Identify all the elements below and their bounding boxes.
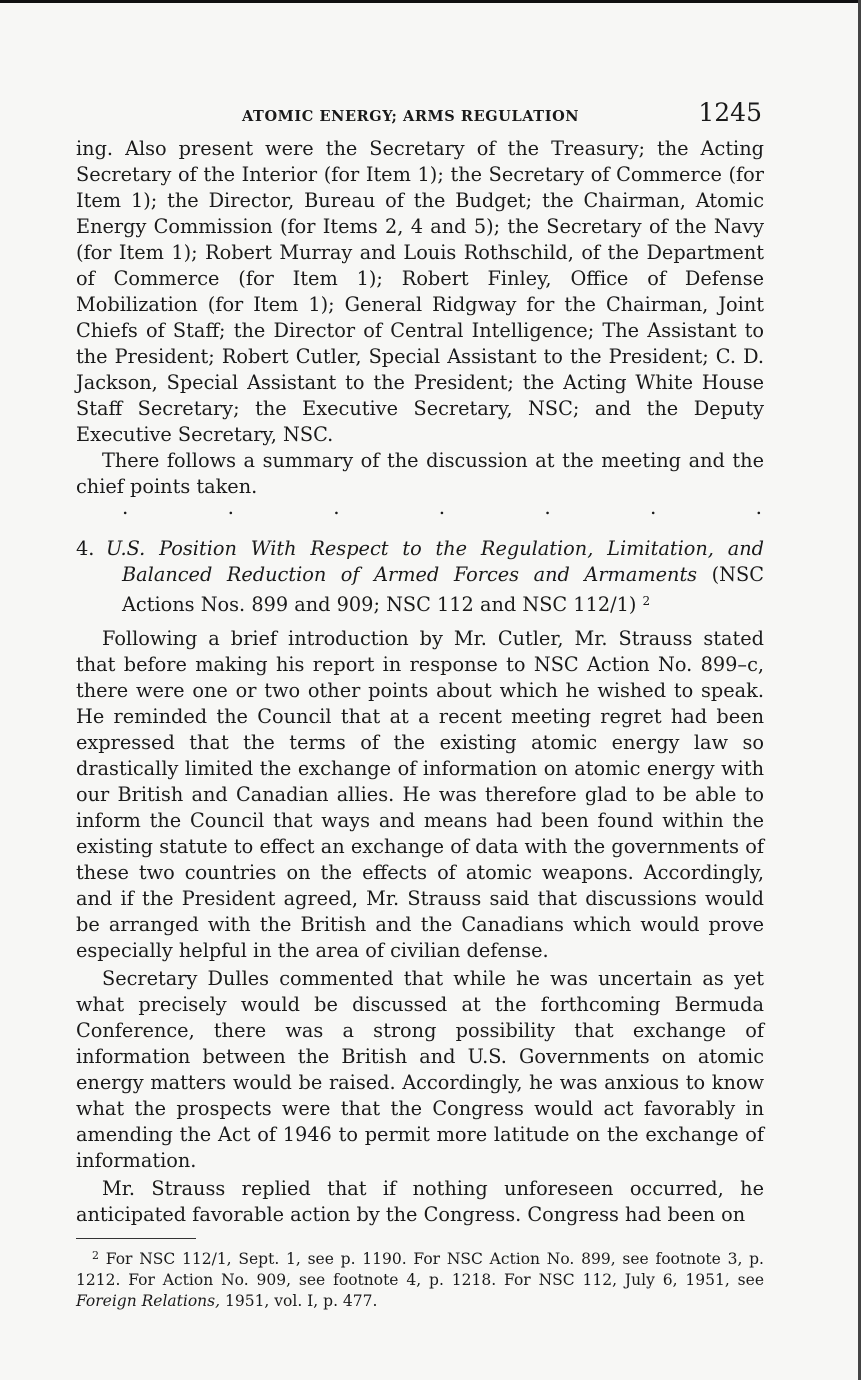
body-paragraph: Mr. Strauss replied that if nothing unforeseen occurred, he anticipated favorable action by the Congress. Congress had been on [76,1177,764,1226]
footnote-text [76,1245,764,1312]
body-paragraph: Secretary Dulles commented that while he was uncertain as yet what precisely would be discussed at the forthcoming Bermuda Conference, there was a strong possibility that exchange of information between the British and U.S. Governments on atomic energy matters would be raised. Accordingly, he was anxious to know what the prospects were that the Congress would act favorably in amending the Act of 1946 to permit more latitude on the exchange of information. [76,967,764,1172]
ellipsis-dot: . [438,495,446,519]
ellipsis-dot: . [649,495,657,519]
item-title: U.S. Position With Respect to the Regulation, Limitation, and Balanced Reduction of Armed Forces and Armaments [106,537,764,586]
body-paragraph: Following a brief introduction by Mr. Cutler, Mr. Strauss stated that before making his report in response to NSC Action No. 899–c, there were one or two other points about which he wished to speak. He reminded the Council that at a recent meeting regret had been expressed that the terms of the existing atomic energy law so drastically limited the exchange of information on atomic energy with our British and Canadian allies. He was therefore glad to be able to inform the Council that ways and means had been found within the existing statute to effect an exchange of data with the governments of these two countries on the effects of atomic weapons. Accordingly, and if the President agreed, Mr. Strauss said that discussions would be arranged with the British and the Canadians which would prove especially helpful in the area of civilian defense. [76,627,764,962]
summary-intro-paragraph: There follows a summary of the discussion at the meeting and the chief points taken. [76,449,764,498]
footnote-marker: 2 [642,594,651,608]
ellipsis-dot: . [333,495,340,519]
footnote-tail: 1951, vol. I, p. 477. [224,1292,378,1310]
footnote-italic-title: Foreign Relations, [76,1292,221,1310]
document-page [76,96,764,1312]
attendance-paragraph: ing. Also present were the Secretary of the Treasury; the Acting Secretary of the Interior (for Item 1); the Secretary of Commerce (for Item 1); the Director, Bureau of the Budget; the Chairman, Atomic Energy Commission (for Items 2, 4 and 5); the Secretary of the Navy (for Item 1); Robert Murray and Louis Rothschild, of the Department of Commerce (for Item 1); Robert Finley, Office of Defense Mobilization (for Item 1); General Ridgway for the Chairman, Joint Chiefs of Staff; the Director of Central Intelligence; The Assistant to the President; Robert Cutler, Special Assistant to the President; C. D. Jackson, Special Assistant to the President; the Acting White House Staff Secretary; the Executive Secretary, NSC; and the Deputy Executive Secretary, NSC. [76,137,764,446]
page-header [76,96,764,136]
footnote-number: 2 [92,1249,99,1262]
ellipsis-dot: . [227,495,234,519]
discussion-body [76,626,764,1228]
footnote [76,1245,764,1312]
page-number: 1245 [698,98,762,127]
item-number: 4. [76,537,95,560]
item-reference: (NSC Actions Nos. 899 and 909; NSC 112 and NSC 112/1) [122,563,764,616]
ellipsis-dot: . [755,495,762,519]
ellipsis-dot: . [544,495,551,519]
attendance-section [76,136,764,500]
footnote-divider [76,1238,196,1239]
ellipsis-dot: . [122,495,129,519]
item-heading-line [76,536,764,618]
running-head: ATOMIC ENERGY; ARMS REGULATION [242,108,580,125]
top-border [0,0,861,3]
footnote-body: For NSC 112/1, Sept. 1, see p. 1190. For NSC Action No. 899, see footnote 3, p. 1212. For Action No. 909, see footnote 4, p. 1218. For NSC 112, July 6, 1951, see [76,1250,764,1289]
ellipsis-break [122,495,762,524]
item-heading [76,536,764,618]
